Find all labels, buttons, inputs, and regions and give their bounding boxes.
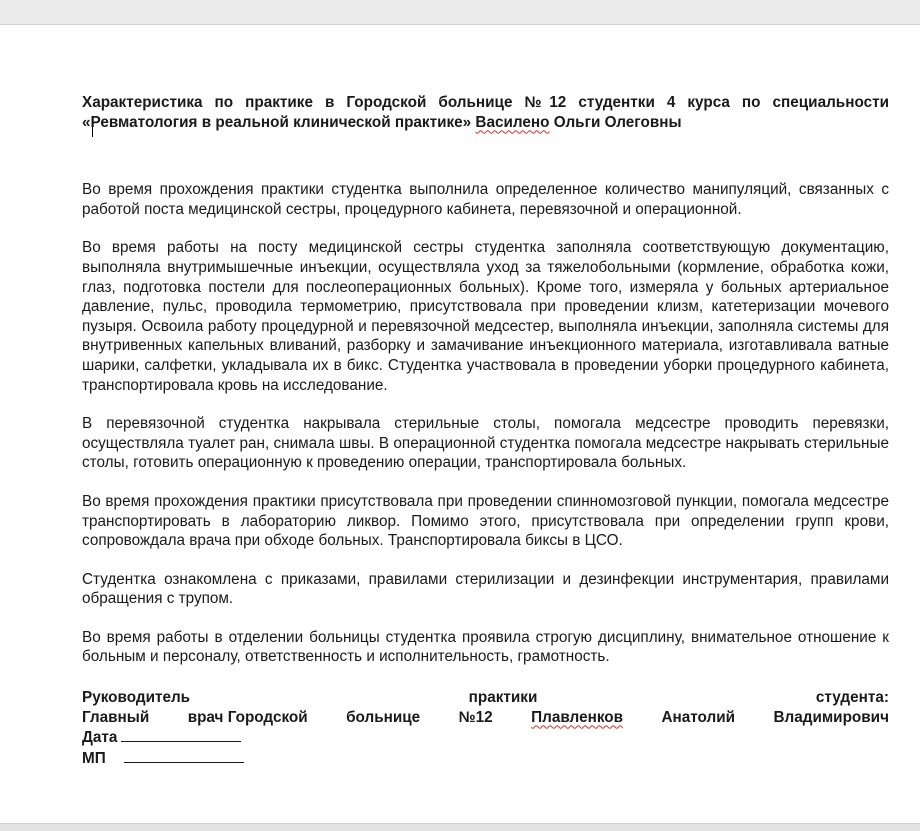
sig-word: больнице bbox=[346, 708, 421, 726]
sig-word: Анатолий bbox=[661, 708, 736, 726]
title-name-rest: Ольги Олеговны bbox=[549, 113, 682, 131]
sig-word: Владимирович bbox=[773, 708, 889, 726]
title-text: Характеристика по практике в Городской больнице №12 студентки 4 курса по специальности «Ревматология в реальной клинической практике» bbox=[82, 94, 889, 131]
sig-word: Главный bbox=[82, 708, 150, 726]
paragraph-5: Студентка ознакомлена с приказами, правилами стерилизации и дезинфекции инструментария, правилами обращения с трупом. bbox=[82, 570, 889, 608]
paragraph-1: Во время прохождения практики студентка выполнила определенное количество манипуляций, связанных с работой поста медицинской сестры, процедурного кабинета, перевязочной и операционной. bbox=[82, 181, 889, 218]
sig-word: №12 bbox=[458, 708, 493, 726]
paragraph-6: Во время работы в отделении больницы студентка проявила строгую дисциплину, внимательное отношение к больным и персоналу, ответственность и исполнительность, грамотность. bbox=[82, 628, 889, 666]
document-content[interactable] bbox=[82, 93, 889, 768]
spacer bbox=[82, 395, 889, 414]
spacer bbox=[82, 473, 889, 492]
paragraph-3: В перевязочной студентка накрывала стерильные столы, помогала медсестре проводить перевязки, осуществляла туалет ран, снимала швы. В операционной студентка помогала медсестре накрывать стерильные столы, готовить операционную к проведению операции, транспортировала больных. bbox=[82, 415, 889, 472]
paragraph-4: Во время прохождения практики присутствовала при проведении спинномозговой пункции, помогала медсестре транспортировать в лабораторию ликвор. Помимо этого, присутствовала при определении групп крови, сопровождала врача при обходе больных. Транспортировала биксы в ЦСО. bbox=[82, 492, 889, 550]
spacer bbox=[82, 132, 889, 180]
editor-top-strip bbox=[0, 0, 920, 25]
date-label: Дата bbox=[82, 729, 118, 747]
signature-line-1 bbox=[82, 688, 889, 708]
stamp-label: МП bbox=[82, 749, 106, 767]
document-title bbox=[82, 93, 889, 132]
signature-line-2 bbox=[82, 708, 889, 728]
paragraph-2: Во время работы на посту медицинской сестры студентка заполняла соответствующую документацию, выполняла внутримышечные инъекции, осуществляла уход за тяжелобольными (кормление, обработка кожи, глаз, подготовка постели для послеоперационных больных). Кроме того, измеряла у больных артериальное давление, пульс, проводила термометрию, присутствовала при проведении клизм, катетеризации мочевого пузыря. Освоила работу процедурной и перевязочной медсестер, выполняла инъекции, заполняла системы для внутривенных капельных вливаний, разборку и замачивание инъекционного материала, изготавливала ватные шарики, салфетки, укладывала их в бикс. Студентка участвовала в проведении уборки процедурного кабинета, транспортировала кровь на исследование. bbox=[82, 239, 889, 394]
sig-word: студента: bbox=[815, 689, 889, 707]
spelling-flag-surname[interactable]: Василено bbox=[475, 113, 550, 131]
spacer bbox=[82, 219, 889, 238]
spacer bbox=[82, 609, 889, 628]
stamp-blank bbox=[124, 748, 244, 763]
spacer bbox=[82, 667, 889, 688]
spelling-flag-supervisor-surname[interactable]: Плавленков bbox=[531, 708, 624, 726]
date-blank bbox=[121, 727, 241, 742]
sig-word: Руководитель bbox=[82, 689, 191, 707]
sig-word: врач Городской bbox=[187, 708, 308, 726]
date-line bbox=[82, 727, 889, 748]
sig-word: практики bbox=[468, 689, 538, 707]
spacer bbox=[82, 551, 889, 570]
stamp-line bbox=[82, 748, 889, 769]
